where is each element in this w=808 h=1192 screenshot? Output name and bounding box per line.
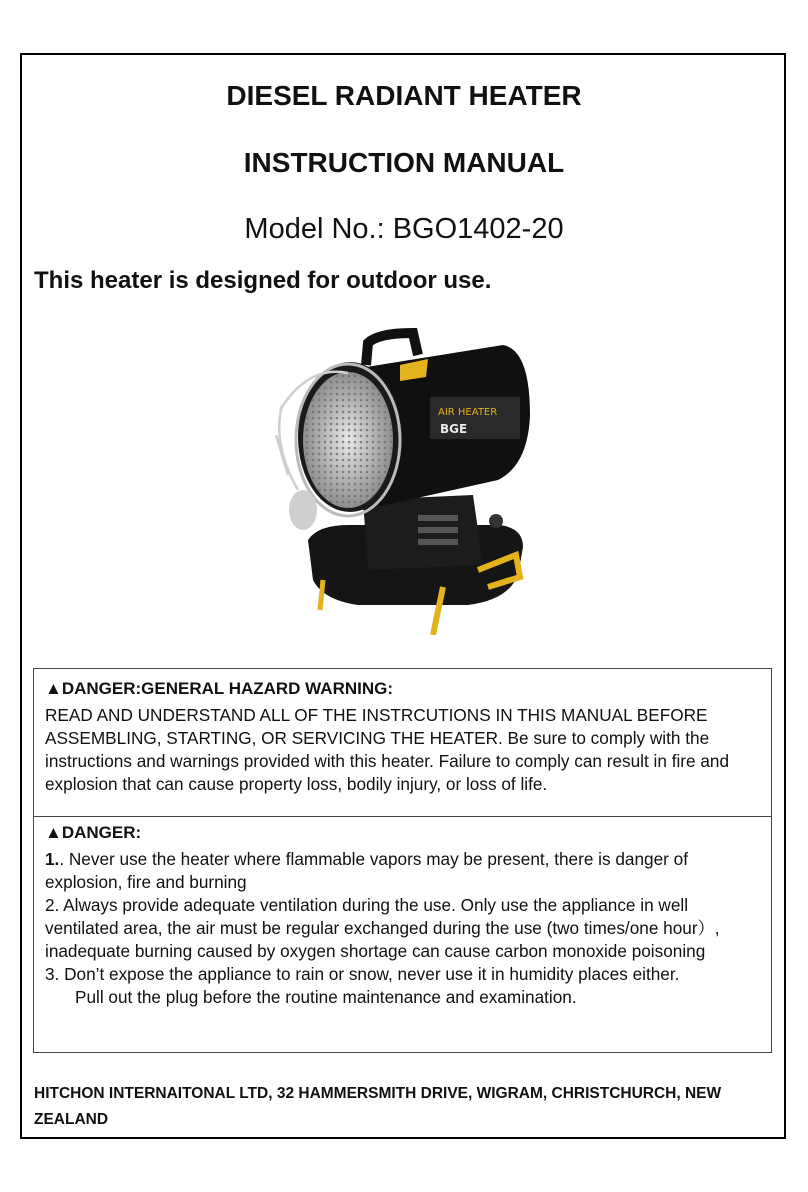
danger-warning-box [33, 816, 772, 1053]
document-subtitle: INSTRUCTION MANUAL [243, 147, 565, 178]
danger-item-3: 3. Don’t expose the appliance to rain or snow, never use it in humidity places either. [45, 964, 680, 984]
svg-text:AIR HEATER: AIR HEATER [438, 407, 498, 418]
heater-product-image [268, 325, 538, 635]
danger-item-2: 2. Always provide adequate ventilation during the use. Only use the appliance in well ventilated area, the air must be regular exchanged during the use (two times/one hour）, inadequate burning caused by oxygen shortage can cause carbon monoxide poisoning [45, 895, 720, 961]
danger-item-1-text: . Never use the heater where flammable vapors may be present, there is danger of explosion, fire and burning [45, 849, 688, 892]
company-address-footer: HITCHON INTERNAITONAL LTD, 32 HAMMERSMITH DRIVE, WIGRAM, CHRISTCHURCH, NEW ZEALAND [34, 1085, 722, 1128]
heater-brand-label: BGE [440, 422, 468, 436]
model-number: Model No.: BGO1402-20 [244, 213, 564, 245]
danger-item-1 [45, 848, 760, 894]
outdoor-notice: This heater is designed for outdoor use. [34, 267, 492, 294]
danger-heading: ▲DANGER: [45, 823, 142, 842]
general-hazard-warning-box [33, 668, 772, 817]
danger-item-1-number: 1. [45, 849, 60, 869]
danger-item-3-continued: Pull out the plug before the routine maintenance and examination. [75, 987, 577, 1007]
general-hazard-heading: ▲DANGER:GENERAL HAZARD WARNING: [45, 679, 394, 698]
general-hazard-text: READ AND UNDERSTAND ALL OF THE INSTRCUTIONS IN THIS MANUAL BEFORE ASSEMBLING, STARTING, OR SERVICING THE HEATER. Be sure to comply with the instructions and warnings provided with this heater. Failure to comply can result in fire and explosion that can cause property loss, bodily injury, or loss of life. [45, 705, 730, 794]
document-title: DIESEL RADIANT HEATER [226, 80, 582, 111]
